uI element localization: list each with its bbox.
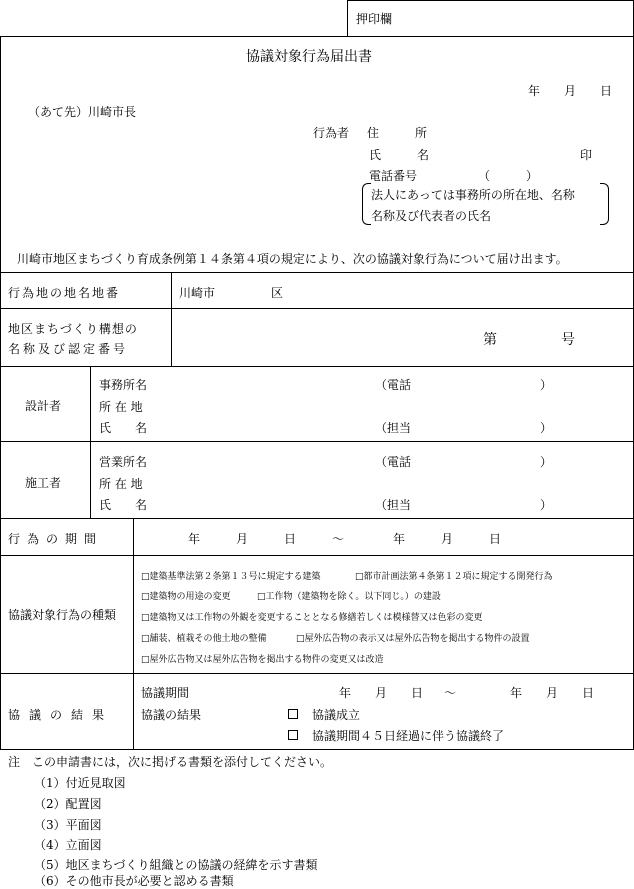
- actor-phone-paren: （ ）: [478, 169, 539, 183]
- concept-label-2: 名称及び認定番号: [8, 342, 129, 356]
- builder-office-label: 営業所名: [99, 455, 148, 469]
- designer-phone-close: ）: [540, 378, 553, 392]
- concept-label-1: 地区まちづくり構想の: [8, 322, 138, 336]
- result-period-from: 年 月 日: [339, 686, 424, 700]
- designer-label: 設計者: [25, 399, 62, 413]
- result-period-label: 協議期間: [141, 686, 190, 700]
- builder-person-close: ）: [540, 498, 553, 512]
- date-line: 年 月 日: [528, 84, 613, 98]
- period-to: 年 月 日: [393, 532, 502, 546]
- types-label: 協議対象行為の種類: [8, 608, 117, 622]
- location-ward: 区: [271, 286, 284, 300]
- type-item-3: □建築物の用途の変更: [141, 592, 231, 602]
- note-brace-left: [362, 183, 371, 225]
- designer-person: （担当: [375, 421, 412, 435]
- designer-person-close: ）: [540, 421, 553, 435]
- note-item-3: （3）平面図: [34, 818, 102, 832]
- note-item-1: （1）付近見取図: [34, 776, 126, 790]
- actor-label: 行為者: [313, 126, 350, 140]
- option1-checkbox[interactable]: [288, 709, 298, 719]
- builder-person: （担当: [375, 498, 412, 512]
- notes-intro: 注 この申請書には，次に掲げる書類を添付してください。: [8, 755, 333, 769]
- location-city: 川崎市: [179, 286, 216, 300]
- result-period-tilde: 〜: [444, 686, 457, 700]
- note-item-5: （5）地区まちづくり組織との協議の経緯を示す書類: [34, 858, 318, 872]
- seal-mark: 印: [580, 148, 593, 162]
- result-label: 協議の結果: [8, 708, 114, 722]
- type-item-6: □舗装、植栽その他土地の整備: [141, 634, 267, 644]
- builder-label: 施工者: [25, 476, 62, 490]
- concept-go: 号: [561, 332, 575, 348]
- result-result-label: 協議の結果: [141, 708, 202, 722]
- type-item-4: □工作物（建築物を除く。以下同じ。）の建設: [257, 592, 441, 602]
- actor-note-line2: 名称及び代表者の氏名: [371, 209, 492, 223]
- actor-note-line1: 法人にあっては事務所の所在地、名称: [371, 188, 575, 202]
- designer-address-label: 所 在 地: [99, 400, 143, 414]
- actor-name-label: 氏 名: [369, 148, 430, 162]
- result-period-to: 年 月 日: [510, 686, 595, 700]
- option2-checkbox[interactable]: [288, 730, 298, 740]
- option1-label: 協議成立: [312, 708, 361, 722]
- note-item-2: （2）配置図: [34, 797, 102, 811]
- note-item-4: （4）立面図: [34, 838, 102, 852]
- builder-address-label: 所 在 地: [99, 477, 143, 491]
- period-from: 年 月 日: [188, 532, 297, 546]
- note-item-6: （6）その他市長が必要と認める書類: [34, 874, 234, 888]
- location-label: 行為地の地名地番: [8, 286, 121, 300]
- addressee: （あて先）川崎市長: [28, 105, 137, 119]
- builder-phone-close: ）: [540, 455, 553, 469]
- declaration: 川崎市地区まちづくり育成条例第１４条第４項の規定により、次の協議対象行為について届け出ます。: [17, 252, 568, 266]
- form-title: 協議対象行為届出書: [246, 49, 372, 65]
- option2-label: 協議期間４５日経過に伴う協議終了: [312, 729, 505, 743]
- period-tilde: 〜: [332, 532, 345, 546]
- type-item-8: □屋外広告物又は屋外広告物を掲出する物件の変更又は改造: [141, 655, 384, 665]
- designer-phone: （電話: [375, 378, 412, 392]
- note-brace-right: [600, 183, 609, 225]
- type-item-7: □屋外広告物の表示又は屋外広告物を掲出する物件の設置: [296, 634, 530, 644]
- type-item-1: □建築基準法第２条第１３号に規定する建築: [141, 572, 321, 582]
- builder-name-label: 氏 名: [99, 498, 148, 512]
- type-item-5: □建築物又は工作物の外観を変更することとなる修繕若しくは模様替又は色彩の変更: [141, 613, 483, 623]
- concept-dai: 第: [483, 332, 497, 348]
- builder-phone: （電話: [375, 455, 412, 469]
- type-item-2: □都市計画法第４条第１２項に規定する開発行為: [355, 572, 553, 582]
- designer-name-label: 氏 名: [99, 421, 148, 435]
- actor-phone-label: 電話番号: [369, 169, 418, 183]
- period-label: 行為の期間: [8, 532, 104, 546]
- designer-office-label: 事務所名: [99, 378, 148, 392]
- stamp-label: 押印欄: [356, 12, 393, 26]
- actor-address-label: 住 所: [367, 126, 428, 140]
